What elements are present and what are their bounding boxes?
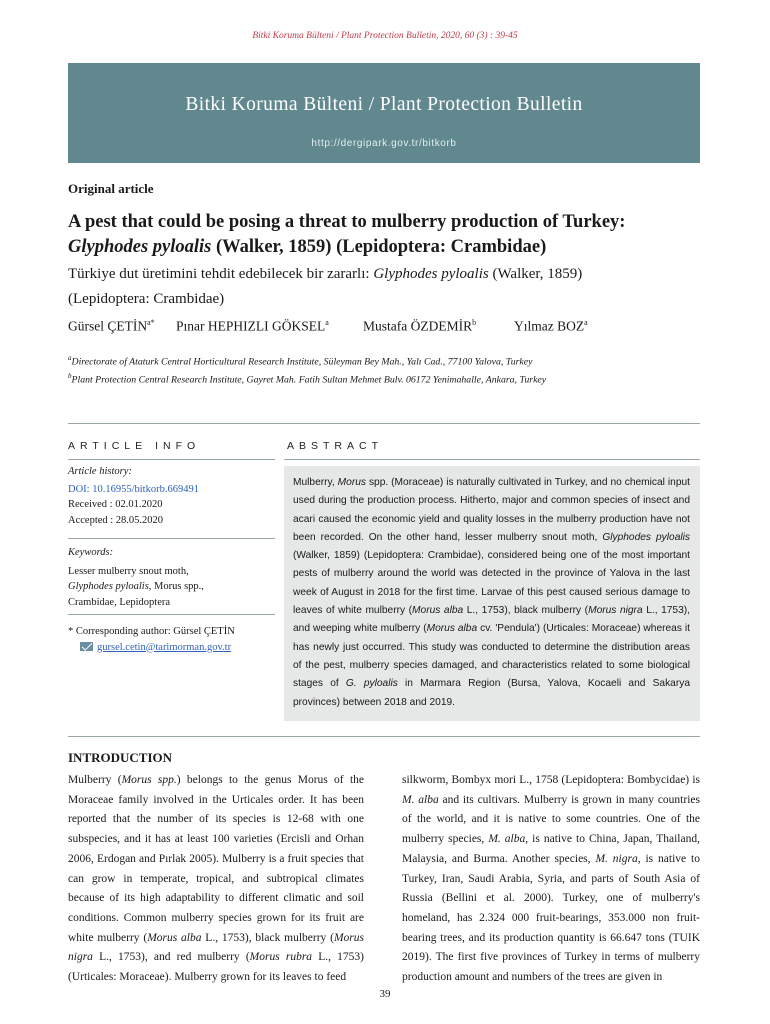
- mail-icon: [80, 642, 93, 651]
- received-date: Received : 02.01.2020: [68, 499, 163, 510]
- article-info-heading: ARTICLE INFO: [68, 440, 201, 452]
- keyword: Crambidae, Lepidoptera: [68, 596, 171, 608]
- article-title: [68, 210, 708, 260]
- affiliation: $^a$Directorate of Ataturk Central Horticultural Research Institute, Süleyman Bey Mah., Yalı Cad., 77100 Yalova, Turkey: [68, 354, 533, 368]
- keyword: , Morus spp.,: [148, 581, 204, 592]
- title-species: Glyphodes pyloalis: [68, 237, 212, 257]
- introduction-heading: INTRODUCTION: [68, 750, 173, 765]
- keywords: [68, 545, 278, 610]
- accepted-date: Accepted : 28.05.2020: [68, 514, 164, 526]
- keyword-species: Glyphodes pyloalis: [68, 581, 149, 592]
- affiliation: $^b$Plant Protection Central Research Institute, Gayret Mah. Fatih Sultan Mehmet Bulv. 06172 Yenimahalle, Ankara, Turkey: [68, 372, 547, 386]
- article-title-turkish: [68, 262, 708, 312]
- corresponding-author-text: * Corresponding author: Gürsel ÇETİN: [68, 626, 235, 637]
- email-link[interactable]: gursel.cetin@tarimorman.gov.tr: [97, 641, 232, 653]
- title-tr-species: Glyphodes pyloalis: [373, 266, 489, 282]
- doi-link[interactable]: DOI: 10.16955/bitkorb.669491: [68, 483, 199, 495]
- divider: [68, 614, 275, 615]
- keywords-label: Keywords:: [68, 547, 114, 558]
- journal-url[interactable]: http://dergipark.gov.tr/bitkorb: [311, 138, 457, 149]
- author: Yılmaz BOZ$^a$: [514, 318, 588, 334]
- author-list: [68, 318, 708, 338]
- introduction-left-column: Mulberry (Morus spp.) belongs to the genus Morus of the Moraceae family involved in the Urticales order. It has been reported that the number of its species is 12-68 with one subspecies, and it has at least 100 varieties (Ercisli and Orhan 2006, Erdogan and Pırlak 2005). Mulberry is a fruit species that can grow in temperate, tropical, and subtropical climates because of its high adaptability to different climatic and soil conditions. Common mulberry species grown for its fruit are white mulberry (Morus alba L., 1753), black mulberry (Morus nigra L., 1753), and red mulberry (Morus rubra L., 1753) (Urticales: Moraceae). Mulberry grown for its leaves to feed: [68, 774, 364, 984]
- article-history: [68, 464, 278, 528]
- title-line-2: (Walker, 1859) (Lepidoptera: Crambidae): [211, 237, 547, 257]
- corresponding-author: [68, 624, 278, 655]
- introduction-right-column: silkworm, Bombyx mori L., 1758 (Lepidoptera: Bombycidae) is M. alba and its cultivars. Mulberry is grown in many countries of the world, and it is native to some countries. One of the mulberry species, M. alba, is native to China, Japan, Thailand, Malaysia, and Burma. Another species, M. nigra, is native to Turkey, Iran, Saudi Arabia, Syria, and parts of South Asia of Russia (Bellini et al. 2000). Turkey, one of mulberry's homeland, has 2.324 000 fruit-bearings, 353.000 non fruit-bearing trees, and its production quantity is 66.647 tons (TUIK 2019). The first five provinces of Turkey in terms of mulberry production amount and numbers of the trees are given in: [402, 774, 701, 984]
- keyword: Lesser mulberry snout moth,: [68, 565, 189, 577]
- abstract-text: Mulberry, Morus spp. (Moraceae) is naturally cultivated in Turkey, and no chemical input used during the production process. Hitherto, major and common species of insect and acari caused the economic yield and quality losses in the mulberry production have not been recorded. On the other hand, lesser mulberry snout moth, Glyphodes pyloalis (Walker, 1859) (Lepidoptera: Crambidae), considered being one of the most important pests of mulberry around the world was detected in the province of Yalova in the last week of August in 2018 for the first time. Larvae of this pest caused serious damage to leaves of white mulberry (Morus alba L., 1753), black mulberry (Morus nigra L., 1753), and weeping white mulberry (Morus alba cv. 'Pendula') (Urticales: Moraceae) whereas it has newly just occurred. This study was conducted to determine the distribution areas of the pest, mulberry species damaged, and characteristics related to some biological stages of G. pyloalis in Marmara Region (Bursa, Yalova, Kocaeli and Sakarya provinces) between 2018 and 2019.: [293, 477, 691, 708]
- journal-title: Bitki Koruma Bülteni / Plant Protection Bulletin: [185, 94, 583, 115]
- title-tr-line2: (Lepidoptera: Crambidae): [68, 291, 225, 307]
- article-type: Original article: [68, 181, 154, 196]
- journal-banner: [68, 63, 700, 163]
- history-label: Article history:: [68, 466, 132, 477]
- author: Gürsel $ÇETİN^{a*}$: [68, 318, 155, 334]
- author: Mustafa ÖZDEMİR$^b$: [363, 318, 477, 334]
- divider: [284, 459, 700, 460]
- title-line-1: A pest that could be posing a threat to mulberry production of Turkey:: [68, 212, 626, 232]
- divider: [68, 459, 275, 460]
- divider: [68, 736, 700, 737]
- divider: [68, 423, 700, 424]
- page-number: 39: [379, 988, 391, 1000]
- abstract-heading: ABSTRACT: [287, 440, 384, 452]
- running-head: Bitki Koruma Bülteni / Plant Protection Bulletin, 2020, 60 (3) : 39-45: [252, 31, 518, 41]
- abstract-box: [284, 466, 700, 721]
- divider: [68, 538, 275, 539]
- author: Pınar HEPHIZLI GÖKSEL$^a$: [176, 318, 329, 334]
- title-tr-part1: Türkiye dut üretimini tehdit edebilecek bir zararlı:: [68, 266, 374, 282]
- title-tr-part2: (Walker, 1859): [488, 266, 583, 282]
